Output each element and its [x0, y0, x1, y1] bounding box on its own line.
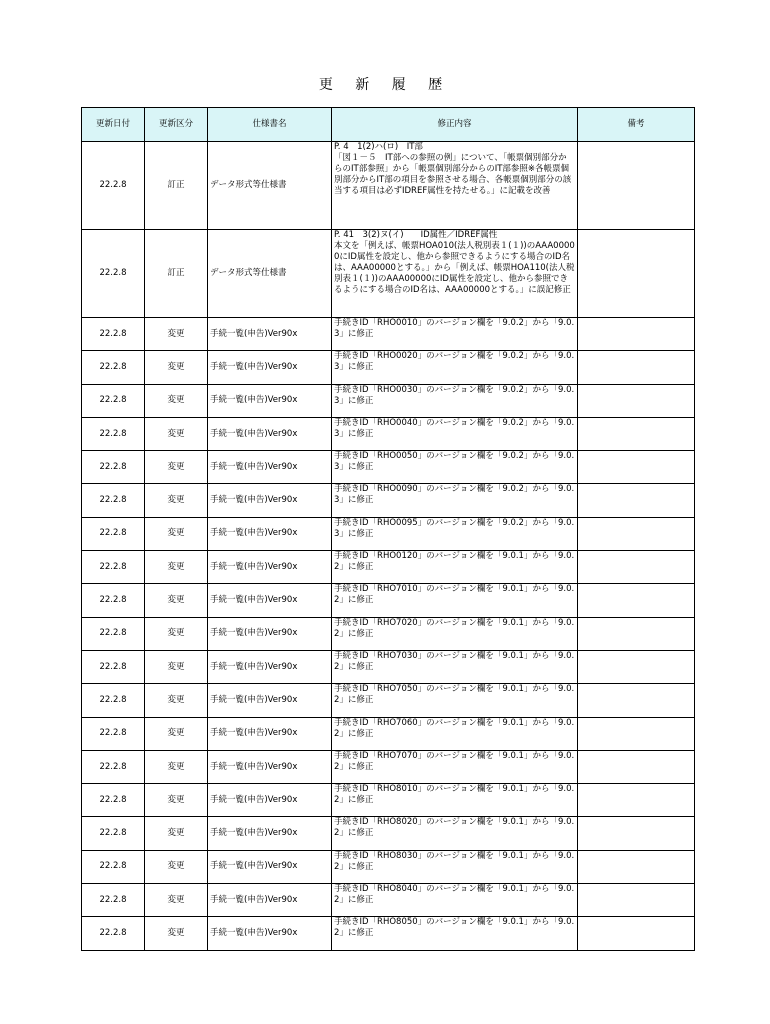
cell-update-kind: 変更 [145, 617, 208, 650]
cell-remarks [578, 142, 695, 230]
cell-update-date: 22.2.8 [82, 384, 145, 417]
cell-remarks [578, 517, 695, 550]
cell-update-date: 22.2.8 [82, 318, 145, 351]
cell-spec-name: データ形式等仕様書 [208, 142, 332, 230]
cell-update-date: 22.2.8 [82, 784, 145, 817]
cell-update-date: 22.2.8 [82, 142, 145, 230]
table-row [82, 318, 695, 351]
header-update-kind: 更新区分 [145, 108, 208, 142]
header-update-date: 更新日付 [82, 108, 145, 142]
cell-update-kind: 訂正 [145, 142, 208, 230]
cell-spec-name: 手続一覧(申告)Ver90x [208, 384, 332, 417]
cell-update-kind: 変更 [145, 684, 208, 717]
cell-remarks [578, 451, 695, 484]
cell-remarks [578, 617, 695, 650]
cell-spec-name: 手続一覧(申告)Ver90x [208, 784, 332, 817]
table-row [82, 551, 695, 584]
cell-update-date: 22.2.8 [82, 617, 145, 650]
table-row [82, 142, 695, 230]
cell-revision-content: 手続きID「RHO0095」のバージョン欄を「9.0.2」から「9.0.3」に修正 [332, 517, 578, 550]
cell-remarks [578, 230, 695, 318]
table-row [82, 517, 695, 550]
cell-update-date: 22.2.8 [82, 230, 145, 318]
cell-update-date: 22.2.8 [82, 817, 145, 850]
cell-revision-content: 手続きID「RHO7050」のバージョン欄を「9.0.1」から「9.0.2」に修正 [332, 684, 578, 717]
cell-revision-content: 手続きID「RHO0050」のバージョン欄を「9.0.2」から「9.0.3」に修正 [332, 451, 578, 484]
cell-revision-content: 手続きID「RHO0030」のバージョン欄を「9.0.2」から「9.0.3」に修正 [332, 384, 578, 417]
cell-spec-name: 手続一覧(申告)Ver90x [208, 484, 332, 517]
cell-remarks [578, 551, 695, 584]
cell-remarks [578, 917, 695, 950]
cell-update-date: 22.2.8 [82, 451, 145, 484]
cell-spec-name: 手続一覧(申告)Ver90x [208, 817, 332, 850]
table-row [82, 384, 695, 417]
cell-spec-name: 手続一覧(申告)Ver90x [208, 850, 332, 883]
cell-remarks [578, 717, 695, 750]
cell-spec-name: 手続一覧(申告)Ver90x [208, 551, 332, 584]
cell-update-kind: 変更 [145, 850, 208, 883]
cell-update-date: 22.2.8 [82, 750, 145, 783]
cell-update-kind: 変更 [145, 750, 208, 783]
cell-update-date: 22.2.8 [82, 917, 145, 950]
cell-remarks [578, 384, 695, 417]
cell-update-kind: 変更 [145, 484, 208, 517]
cell-revision-content: 手続きID「RHO7070」のバージョン欄を「9.0.1」から「9.0.2」に修正 [332, 750, 578, 783]
table-row [82, 650, 695, 683]
cell-revision-content: 手続きID「RHO7030」のバージョン欄を「9.0.1」から「9.0.2」に修正 [332, 650, 578, 683]
cell-revision-content: 手続きID「RHO0010」のバージョン欄を「9.0.2」から「9.0.3」に修正 [332, 318, 578, 351]
table-row [82, 684, 695, 717]
cell-update-date: 22.2.8 [82, 884, 145, 917]
cell-spec-name: 手続一覧(申告)Ver90x [208, 617, 332, 650]
cell-remarks [578, 684, 695, 717]
table-row [82, 351, 695, 384]
cell-revision-content: P. 41 3(2)ヌ(イ) ID属性／IDREF属性 本文を「例えば、帳票HOA010(法人税別表１(１))のAAA00000にID属性を設定し、他から参照できるようにする場合のID名は、AAA00000とする。」から「例えば、帳票HOA110(法人税別表１(１))のAAA00000にID属性を設定し、他から参照できるようにする場合のID名は、AAA00000とする。」に誤記修正 [332, 230, 578, 318]
cell-spec-name: 手続一覧(申告)Ver90x [208, 318, 332, 351]
cell-revision-content: 手続きID「RHO7060」のバージョン欄を「9.0.1」から「9.0.2」に修正 [332, 717, 578, 750]
cell-update-kind: 変更 [145, 884, 208, 917]
cell-revision-content: 手続きID「RHO0040」のバージョン欄を「9.0.2」から「9.0.3」に修正 [332, 417, 578, 450]
header-spec-name: 仕様書名 [208, 108, 332, 142]
cell-update-kind: 変更 [145, 784, 208, 817]
cell-revision-content: 手続きID「RHO0020」のバージョン欄を「9.0.2」から「9.0.3」に修正 [332, 351, 578, 384]
cell-update-date: 22.2.8 [82, 850, 145, 883]
cell-update-kind: 変更 [145, 717, 208, 750]
table-row [82, 917, 695, 950]
cell-update-date: 22.2.8 [82, 517, 145, 550]
cell-update-kind: 変更 [145, 650, 208, 683]
cell-spec-name: 手続一覧(申告)Ver90x [208, 650, 332, 683]
table-row [82, 884, 695, 917]
table-row [82, 584, 695, 617]
cell-update-date: 22.2.8 [82, 484, 145, 517]
cell-remarks [578, 484, 695, 517]
table-header-row [82, 108, 695, 142]
page-title: 更 新 履 歴 [318, 77, 452, 93]
cell-remarks [578, 650, 695, 683]
cell-revision-content: 手続きID「RHO7020」のバージョン欄を「9.0.1」から「9.0.2」に修正 [332, 617, 578, 650]
cell-remarks [578, 351, 695, 384]
cell-update-kind: 訂正 [145, 230, 208, 318]
table-row [82, 451, 695, 484]
cell-update-kind: 変更 [145, 384, 208, 417]
cell-revision-content: 手続きID「RHO8010」のバージョン欄を「9.0.1」から「9.0.2」に修正 [332, 784, 578, 817]
cell-update-kind: 変更 [145, 351, 208, 384]
revision-history-table [81, 107, 695, 951]
cell-spec-name: 手続一覧(申告)Ver90x [208, 451, 332, 484]
cell-update-kind: 変更 [145, 917, 208, 950]
table-row [82, 484, 695, 517]
cell-spec-name: 手続一覧(申告)Ver90x [208, 750, 332, 783]
table-row [82, 750, 695, 783]
header-remarks: 備考 [578, 108, 695, 142]
cell-spec-name: 手続一覧(申告)Ver90x [208, 684, 332, 717]
cell-revision-content: P. 4 1(2)ハ(ロ) IT部 「図１－５ IT部への参照の例」について、「帳票個別部分からのIT部参照」から「帳票個別部分からのIT部参照※各帳票個別部分からIT部の項目を参照させる場合、各帳票個別部分の該当する項目は必ずIDREF属性を持たせる。」に記載を改善 [332, 142, 578, 230]
table-row [82, 784, 695, 817]
cell-update-kind: 変更 [145, 584, 208, 617]
cell-remarks [578, 417, 695, 450]
cell-update-kind: 変更 [145, 417, 208, 450]
cell-spec-name: 手続一覧(申告)Ver90x [208, 717, 332, 750]
cell-spec-name: 手続一覧(申告)Ver90x [208, 517, 332, 550]
cell-remarks [578, 817, 695, 850]
cell-update-kind: 変更 [145, 817, 208, 850]
cell-remarks [578, 318, 695, 351]
table-row [82, 617, 695, 650]
cell-update-date: 22.2.8 [82, 650, 145, 683]
table-row [82, 717, 695, 750]
cell-remarks [578, 750, 695, 783]
cell-remarks [578, 584, 695, 617]
cell-update-date: 22.2.8 [82, 551, 145, 584]
table-row [82, 230, 695, 318]
cell-update-date: 22.2.8 [82, 417, 145, 450]
cell-revision-content: 手続きID「RHO8020」のバージョン欄を「9.0.1」から「9.0.2」に修正 [332, 817, 578, 850]
cell-revision-content: 手続きID「RHO7010」のバージョン欄を「9.0.1」から「9.0.2」に修正 [332, 584, 578, 617]
cell-update-kind: 変更 [145, 517, 208, 550]
cell-update-kind: 変更 [145, 451, 208, 484]
cell-spec-name: 手続一覧(申告)Ver90x [208, 884, 332, 917]
cell-revision-content: 手続きID「RHO8040」のバージョン欄を「9.0.1」から「9.0.2」に修正 [332, 884, 578, 917]
header-revision-content: 修正内容 [332, 108, 578, 142]
cell-spec-name: 手続一覧(申告)Ver90x [208, 917, 332, 950]
cell-revision-content: 手続きID「RHO0120」のバージョン欄を「9.0.1」から「9.0.2」に修正 [332, 551, 578, 584]
cell-update-kind: 変更 [145, 318, 208, 351]
table-row [82, 417, 695, 450]
cell-remarks [578, 884, 695, 917]
cell-revision-content: 手続きID「RHO8030」のバージョン欄を「9.0.1」から「9.0.2」に修正 [332, 850, 578, 883]
cell-revision-content: 手続きID「RHO8050」のバージョン欄を「9.0.1」から「9.0.2」に修正 [332, 917, 578, 950]
table-row [82, 817, 695, 850]
cell-update-kind: 変更 [145, 551, 208, 584]
cell-spec-name: 手続一覧(申告)Ver90x [208, 417, 332, 450]
cell-update-date: 22.2.8 [82, 584, 145, 617]
cell-spec-name: 手続一覧(申告)Ver90x [208, 584, 332, 617]
cell-remarks [578, 850, 695, 883]
cell-remarks [578, 784, 695, 817]
cell-update-date: 22.2.8 [82, 717, 145, 750]
cell-spec-name: データ形式等仕様書 [208, 230, 332, 318]
cell-update-date: 22.2.8 [82, 351, 145, 384]
cell-update-date: 22.2.8 [82, 684, 145, 717]
table-row [82, 850, 695, 883]
cell-revision-content: 手続きID「RHO0090」のバージョン欄を「9.0.2」から「9.0.3」に修正 [332, 484, 578, 517]
cell-spec-name: 手続一覧(申告)Ver90x [208, 351, 332, 384]
